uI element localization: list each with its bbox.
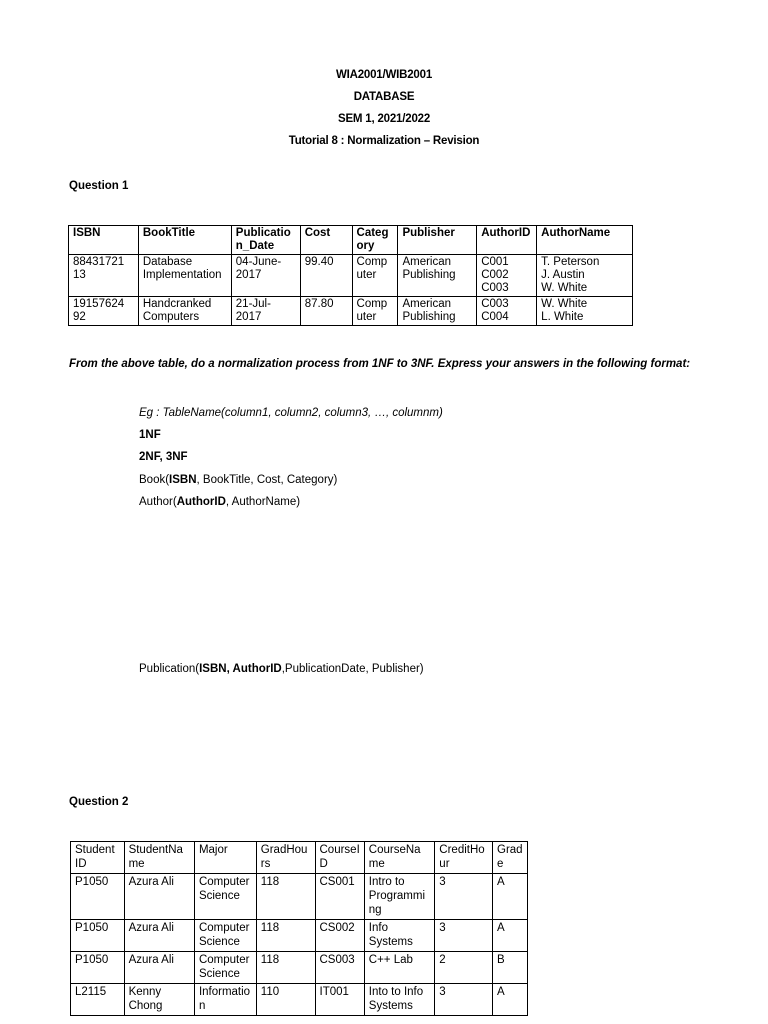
column-header: CourseNa me (364, 842, 435, 874)
table-cell: Database Implementation (138, 255, 231, 297)
table-cell: 04-June- 2017 (231, 255, 300, 297)
table-cell: 118 (256, 952, 315, 984)
author-relation (139, 496, 300, 508)
subject-title: DATABASE (353, 91, 415, 103)
primary-key: AuthorID (176, 496, 226, 508)
column-header: CourseI D (315, 842, 364, 874)
column-header: Categ ory (352, 226, 398, 255)
table-row (71, 874, 528, 920)
table-cell: Azura Ali (124, 920, 194, 952)
column-header: Publicatio n_Date (231, 226, 300, 255)
book-author-table (68, 225, 633, 326)
table-cell: IT001 (315, 984, 364, 1016)
table-cell: Handcranked Computers (138, 297, 231, 326)
table-cell: Info Systems (364, 920, 435, 952)
table-cell: 118 (256, 920, 315, 952)
tutorial-title: Tutorial 8 : Normalization – Revision (288, 135, 480, 147)
table-cell: B (493, 952, 528, 984)
table-row (69, 255, 633, 297)
table-row (71, 952, 528, 984)
table-cell: A (493, 920, 528, 952)
table-cell: A (493, 874, 528, 920)
relation-name: Book( (139, 474, 170, 486)
table-cell: 2 (435, 952, 493, 984)
table-cell: Computer Science (194, 920, 256, 952)
table-header-row (69, 226, 633, 255)
semester-line: SEM 1, 2021/2022 (337, 113, 431, 125)
table-cell: American Publishing (398, 255, 477, 297)
table-cell: Azura Ali (124, 952, 194, 984)
column-header: CreditHo ur (435, 842, 493, 874)
table-cell: Computer Science (194, 874, 256, 920)
column-header: Publisher (398, 226, 477, 255)
table-cell: 88431721 13 (69, 255, 139, 297)
question-1-instruction: From the above table, do a normalization process from 1NF to 3NF. Express your answers in the following format: (69, 358, 691, 370)
table-cell: C++ Lab (364, 952, 435, 984)
table-cell: 21-Jul- 2017 (231, 297, 300, 326)
table-cell: C001 C002 C003 (477, 255, 537, 297)
nf23-label: 2NF, 3NF (139, 451, 188, 463)
table-cell: 110 (256, 984, 315, 1016)
column-header: BookTitle (138, 226, 231, 255)
table-cell: P1050 (71, 874, 125, 920)
relation-name: Author( (139, 496, 177, 508)
table-cell: 3 (435, 984, 493, 1016)
table-row (71, 984, 528, 1016)
table-cell: C003 C004 (477, 297, 537, 326)
table-cell: Kenny Chong (124, 984, 194, 1016)
table-cell: CS002 (315, 920, 364, 952)
primary-key: ISBN, AuthorID (199, 663, 282, 675)
column-header: GradHou rs (256, 842, 315, 874)
table-header-row (71, 842, 528, 874)
table-cell: Into to Info Systems (364, 984, 435, 1016)
nf1-label: 1NF (139, 429, 161, 441)
table-cell: P1050 (71, 920, 125, 952)
table-cell: Comp uter (352, 297, 398, 326)
column-header: Grad e (493, 842, 528, 874)
book-relation (139, 474, 337, 486)
table-cell: Informatio n (194, 984, 256, 1016)
question-1-title: Question 1 (69, 180, 129, 192)
table-cell: CS001 (315, 874, 364, 920)
table-cell: 87.80 (300, 297, 352, 326)
table-cell: Comp uter (352, 255, 398, 297)
format-example: Eg : TableName(column1, column2, column3, …, columnm) (139, 407, 443, 419)
table-cell: CS003 (315, 952, 364, 984)
table-cell: 3 (435, 920, 493, 952)
table-cell: American Publishing (398, 297, 477, 326)
column-header: Student ID (71, 842, 125, 874)
table-row (69, 297, 633, 326)
table-cell: T. Peterson J. Austin W. White (537, 255, 633, 297)
column-header: AuthorID (477, 226, 537, 255)
course-code: WIA2001/WIB2001 (335, 69, 433, 81)
column-header: ISBN (69, 226, 139, 255)
primary-key: ISBN (169, 474, 197, 486)
table-cell: L2115 (71, 984, 125, 1016)
table-cell: P1050 (71, 952, 125, 984)
table-cell: A (493, 984, 528, 1016)
table-cell: W. White L. White (537, 297, 633, 326)
student-course-table (70, 841, 528, 1016)
table-cell: Azura Ali (124, 874, 194, 920)
table-cell: 19157624 92 (69, 297, 139, 326)
relation-attributes: ,PublicationDate, Publisher) (281, 663, 424, 675)
publication-relation (139, 663, 424, 675)
relation-name: Publication( (139, 663, 200, 675)
relation-attributes: , AuthorName) (225, 496, 301, 508)
question-2-title: Question 2 (69, 796, 129, 808)
relation-attributes: , BookTitle, Cost, Category) (196, 474, 338, 486)
table-cell: 99.40 (300, 255, 352, 297)
table-cell: Intro to Programmi ng (364, 874, 435, 920)
table-row (71, 920, 528, 952)
table-cell: 3 (435, 874, 493, 920)
table-cell: 118 (256, 874, 315, 920)
column-header: Cost (300, 226, 352, 255)
column-header: AuthorName (537, 226, 633, 255)
table-cell: Computer Science (194, 952, 256, 984)
column-header: StudentNa me (124, 842, 194, 874)
column-header: Major (194, 842, 256, 874)
